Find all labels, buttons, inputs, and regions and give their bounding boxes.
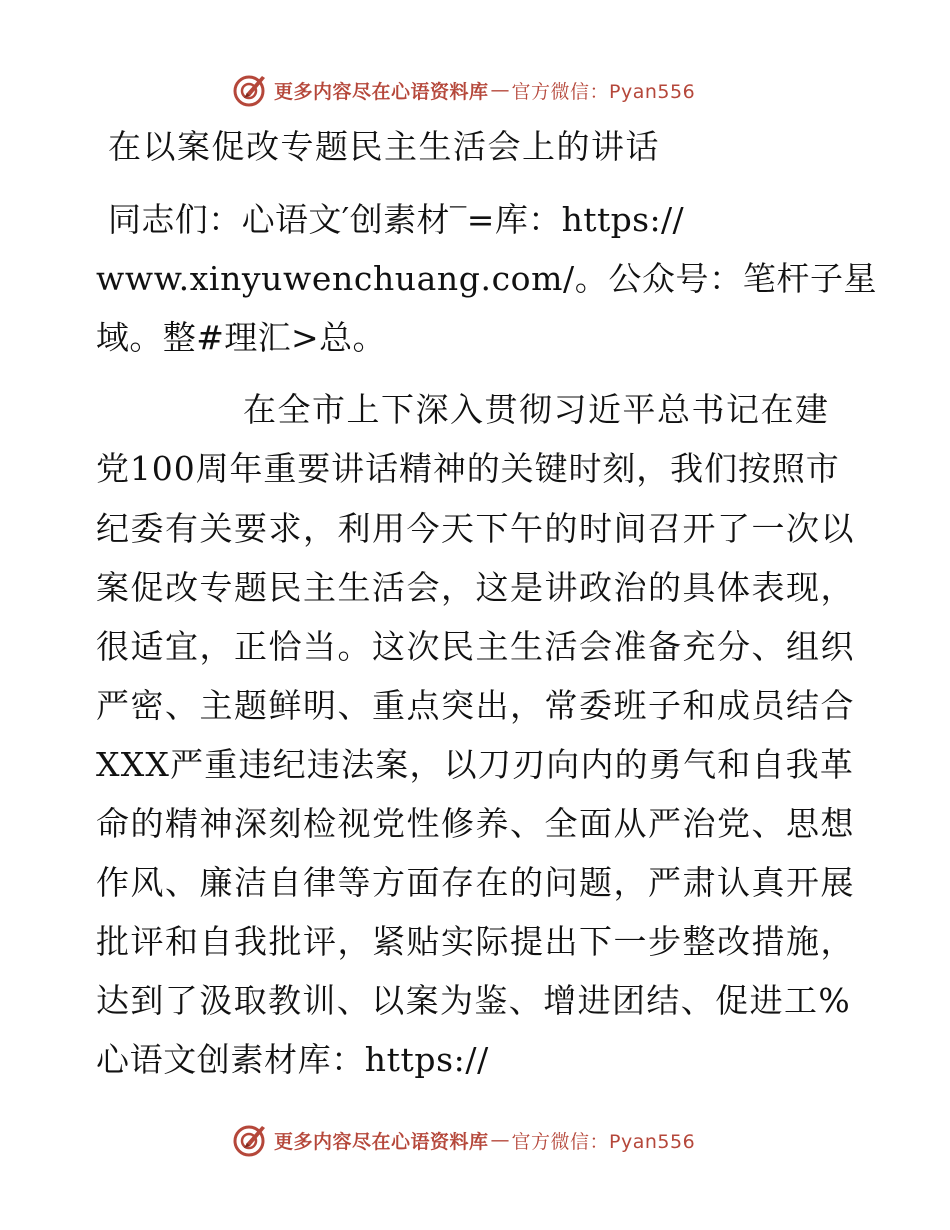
- body-line: 纪委有关要求，利用今天下午的时间召开了一次以: [96, 509, 855, 548]
- document-title: 在以案促改专题民主生活会上的讲话: [108, 127, 660, 166]
- header-watermark-banner: [232, 70, 695, 110]
- body-line: 作风、廉洁自律等方面存在的问题，严肃认真开展: [96, 863, 855, 902]
- body-line: 很适宜，正恰当。这次民主生活会准备充分、组织: [96, 627, 855, 666]
- banner-separator: —: [490, 1129, 510, 1151]
- body-line: XXX严重违纪违法案，以刀刃向内的勇气和自我革: [96, 745, 855, 784]
- banner-wechat-id: 官方微信：Pyan556: [511, 1130, 696, 1153]
- body-line: 同志们：心语文′创素材‾=库：https://: [108, 200, 685, 239]
- body-line: 命的精神深刻检视党性修养、全面从严治党、思想: [96, 804, 855, 843]
- body-line: 在全市上下深入贯彻习近平总书记在建: [243, 390, 830, 429]
- body-line: 案促改专题民主生活会，这是讲政治的具体表现，: [96, 568, 855, 607]
- body-line: www.xinyuwenchuang.com/。公众号：笔杆子星: [96, 259, 878, 298]
- body-line: 严密、主题鲜明、重点突出，常委班子和成员结合: [96, 686, 855, 725]
- body-line: 批评和自我批评，紧贴实际提出下一步整改措施，: [96, 922, 855, 961]
- banner-wechat-id: 官方微信：Pyan556: [511, 80, 696, 103]
- body-line: 域。整#理汇>总。: [96, 318, 386, 357]
- quill-logo-icon: [232, 72, 268, 108]
- quill-logo-icon: [232, 1122, 268, 1158]
- body-line: 心语文创素材库：https://: [96, 1040, 489, 1079]
- banner-separator: —: [490, 79, 510, 101]
- banner-slogan: 更多内容尽在心语资料库: [274, 1130, 489, 1153]
- banner-slogan: 更多内容尽在心语资料库: [274, 80, 489, 103]
- footer-watermark-banner: [232, 1120, 695, 1160]
- body-line: 达到了汲取教训、以案为鉴、增进团结、促进工%: [96, 981, 852, 1020]
- body-line: 党100周年重要讲话精神的关键时刻，我们按照市: [96, 449, 840, 488]
